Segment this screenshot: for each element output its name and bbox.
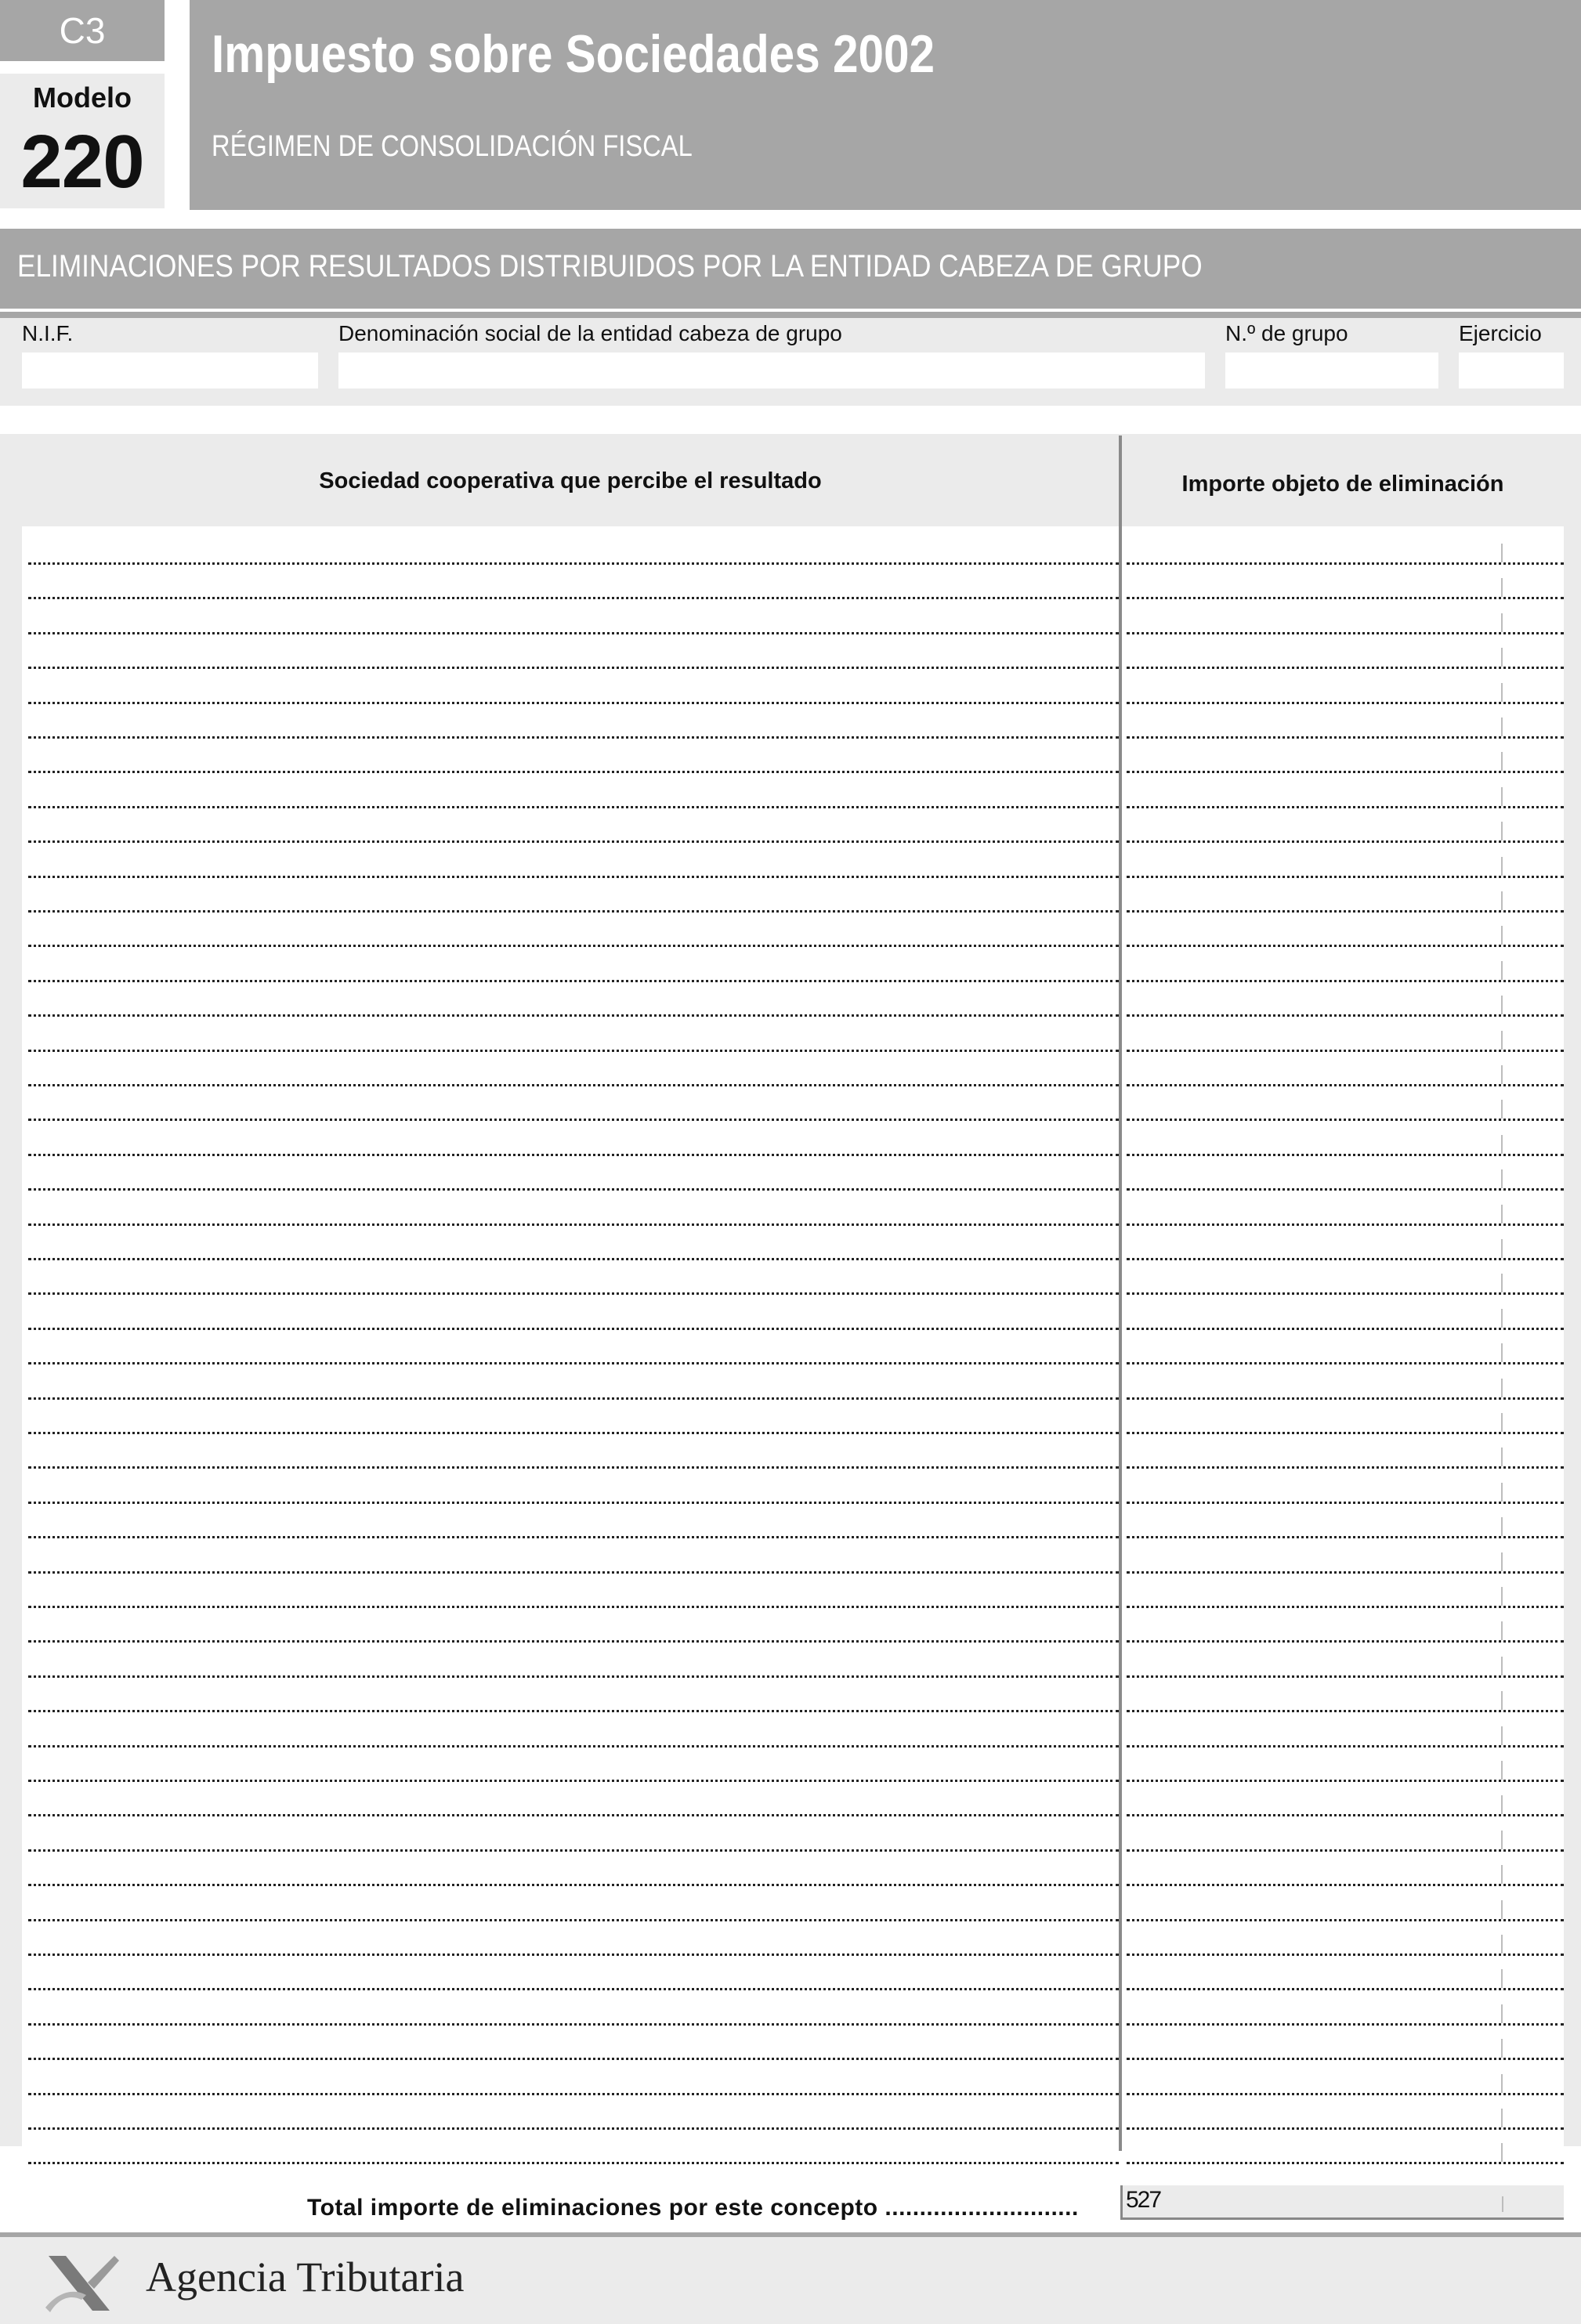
denominacion-label: Denominación social de la entidad cabeza de grupo	[338, 321, 842, 345]
ejercicio-field[interactable]	[1459, 352, 1564, 389]
sociedad-row-field[interactable]	[28, 1606, 1119, 1608]
sociedad-row-field[interactable]	[28, 1188, 1119, 1191]
decimal-tick	[1501, 1483, 1503, 1502]
importe-row-field[interactable]	[1127, 1223, 1564, 1226]
decimal-tick	[1501, 1343, 1503, 1362]
importe-row-field[interactable]	[1127, 1014, 1564, 1017]
sociedad-row-field[interactable]	[28, 1119, 1119, 1121]
sociedad-row-field[interactable]	[28, 736, 1119, 739]
decimal-tick	[1501, 996, 1503, 1014]
importe-row-field[interactable]	[1127, 771, 1564, 773]
sociedad-row-field[interactable]	[28, 1710, 1119, 1712]
col-header-sociedad: Sociedad cooperativa que percibe el resultado	[319, 468, 822, 493]
sociedad-row-field[interactable]	[28, 1780, 1119, 1782]
sociedad-row-field[interactable]	[28, 1362, 1119, 1364]
importe-row-field[interactable]	[1127, 1050, 1564, 1052]
sociedad-row-field[interactable]	[28, 1502, 1119, 1504]
modelo-number: 220	[20, 120, 144, 204]
importe-row-field[interactable]	[1127, 1640, 1564, 1643]
sociedad-row-field[interactable]	[28, 562, 1119, 565]
sociedad-row-field[interactable]	[28, 1154, 1119, 1156]
sociedad-row-field[interactable]	[28, 2058, 1119, 2060]
sociedad-row-field[interactable]	[28, 1919, 1119, 1921]
importe-row-field[interactable]	[1127, 2162, 1564, 2164]
sociedad-row-field[interactable]	[28, 1014, 1119, 1017]
decimal-tick	[1501, 1309, 1503, 1328]
decimal-tick	[1501, 1448, 1503, 1466]
sociedad-row-field[interactable]	[28, 1640, 1119, 1643]
decimal-tick	[1501, 683, 1503, 702]
ejercicio-label: Ejercicio	[1459, 321, 1542, 345]
importe-row-field[interactable]	[1127, 1328, 1564, 1330]
sociedad-row-field[interactable]	[28, 1536, 1119, 1538]
sociedad-row-field[interactable]	[28, 1884, 1119, 1886]
decimal-tick	[1501, 1969, 1503, 1988]
decimal-tick	[1501, 1865, 1503, 1884]
decimal-tick	[1501, 857, 1503, 876]
importe-row-field[interactable]	[1127, 702, 1564, 704]
modelo-label: Modelo	[33, 81, 132, 114]
importe-row-field[interactable]	[1127, 806, 1564, 808]
total-field[interactable]	[1120, 2185, 1564, 2220]
section-rule	[0, 312, 1581, 318]
sociedad-row-field[interactable]	[28, 597, 1119, 599]
decimal-tick	[1501, 1239, 1503, 1258]
section-title: ELIMINACIONES POR RESULTADOS DISTRIBUIDOS POR LA ENTIDAD CABEZA DE GRUPO	[17, 249, 1203, 284]
importe-row-field[interactable]	[1127, 2023, 1564, 2026]
sociedad-row-field[interactable]	[28, 2093, 1119, 2095]
decimal-tick	[1501, 926, 1503, 945]
modelo-box	[0, 74, 165, 208]
total-box-code: 527	[1126, 2187, 1161, 2213]
importe-row-field[interactable]	[1127, 1432, 1564, 1434]
decimal-tick	[1501, 1413, 1503, 1432]
importe-row-field[interactable]	[1127, 1571, 1564, 1574]
decimal-tick	[1501, 787, 1503, 806]
decimal-tick	[1501, 1621, 1503, 1640]
decimal-tick	[1501, 1031, 1503, 1050]
sociedad-row-field[interactable]	[28, 2023, 1119, 2026]
sociedad-row-field[interactable]	[28, 2162, 1119, 2164]
importe-row-field[interactable]	[1127, 840, 1564, 843]
sociedad-row-field[interactable]	[28, 945, 1119, 947]
denominacion-field[interactable]	[338, 352, 1205, 389]
decimal-tick	[1501, 578, 1503, 597]
decimal-tick	[1501, 1169, 1503, 1188]
importe-row-field[interactable]	[1127, 667, 1564, 669]
sociedad-row-field[interactable]	[28, 1084, 1119, 1086]
decimal-tick	[1501, 822, 1503, 840]
agency-name: Agencia Tributaria	[146, 2254, 465, 2301]
importe-row-field[interactable]	[1127, 910, 1564, 913]
sociedad-row-field[interactable]	[28, 1954, 1119, 1956]
decimal-tick	[1501, 2004, 1503, 2023]
importe-row-field[interactable]	[1127, 736, 1564, 739]
importe-row-field[interactable]	[1127, 1536, 1564, 1538]
decimal-tick	[1501, 752, 1503, 771]
form-page-code: C3	[0, 0, 165, 61]
sociedad-row-field[interactable]	[28, 1988, 1119, 1990]
importe-row-field[interactable]	[1127, 2058, 1564, 2060]
sociedad-row-field[interactable]	[28, 840, 1119, 843]
sociedad-row-field[interactable]	[28, 876, 1119, 878]
total-label: Total importe de eliminaciones por este concepto ............................	[307, 2195, 1079, 2221]
importe-row-field[interactable]	[1127, 2093, 1564, 2095]
sociedad-row-field[interactable]	[28, 1432, 1119, 1434]
sociedad-column	[22, 526, 1119, 2148]
sociedad-row-field[interactable]	[28, 2127, 1119, 2130]
sociedad-row-field[interactable]	[28, 1258, 1119, 1260]
decimal-tick	[1501, 2039, 1503, 2058]
column-divider	[1119, 436, 1122, 2151]
sociedad-row-field[interactable]	[28, 1571, 1119, 1574]
decimal-tick	[1501, 2074, 1503, 2093]
importe-row-field[interactable]	[1127, 562, 1564, 565]
importe-column	[1122, 526, 1564, 2148]
col-header-importe: Importe objeto de eliminación	[1181, 472, 1504, 497]
importe-row-field[interactable]	[1127, 1675, 1564, 1678]
importe-row-field[interactable]	[1127, 1466, 1564, 1469]
sociedad-row-field[interactable]	[28, 1397, 1119, 1400]
sociedad-row-field[interactable]	[28, 1745, 1119, 1748]
importe-row-field[interactable]	[1127, 1292, 1564, 1295]
importe-row-field[interactable]	[1127, 2127, 1564, 2130]
decimal-tick	[1501, 1795, 1503, 1814]
importe-row-field[interactable]	[1127, 1397, 1564, 1400]
decimal-tick	[1501, 648, 1503, 667]
sociedad-row-field[interactable]	[28, 1292, 1119, 1295]
sociedad-row-field[interactable]	[28, 667, 1119, 669]
importe-row-field[interactable]	[1127, 1606, 1564, 1608]
grupo-field[interactable]	[1225, 352, 1438, 389]
importe-row-field[interactable]	[1127, 1258, 1564, 1260]
importe-row-field[interactable]	[1127, 1849, 1564, 1852]
importe-row-field[interactable]	[1127, 1119, 1564, 1121]
sociedad-row-field[interactable]	[28, 806, 1119, 808]
decimal-tick	[1501, 1657, 1503, 1675]
nif-label: N.I.F.	[22, 321, 74, 345]
sociedad-row-field[interactable]	[28, 1849, 1119, 1852]
decimal-tick	[1501, 1205, 1503, 1223]
importe-row-field[interactable]	[1127, 1780, 1564, 1782]
importe-row-field[interactable]	[1127, 632, 1564, 634]
decimal-tick	[1501, 2143, 1503, 2162]
nif-field[interactable]	[22, 352, 318, 389]
decimal-tick	[1501, 1831, 1503, 1849]
decimal-tick	[1501, 2109, 1503, 2127]
decimal-tick	[1501, 1135, 1503, 1154]
form-subtitle: RÉGIMEN DE CONSOLIDACIÓN FISCAL	[212, 130, 693, 163]
importe-row-field[interactable]	[1127, 1988, 1564, 1990]
decimal-tick	[1502, 2196, 1503, 2212]
sociedad-row-field[interactable]	[28, 632, 1119, 634]
decimal-tick	[1501, 1935, 1503, 1954]
decimal-tick	[1501, 1726, 1503, 1745]
importe-row-field[interactable]	[1127, 1502, 1564, 1504]
importe-row-field[interactable]	[1127, 876, 1564, 878]
importe-row-field[interactable]	[1127, 1084, 1564, 1086]
importe-row-field[interactable]	[1127, 1188, 1564, 1191]
sociedad-row-field[interactable]	[28, 980, 1119, 982]
decimal-tick	[1501, 1100, 1503, 1119]
sociedad-row-field[interactable]	[28, 1050, 1119, 1052]
decimal-tick	[1501, 1691, 1503, 1710]
importe-row-field[interactable]	[1127, 1362, 1564, 1364]
decimal-tick	[1501, 891, 1503, 910]
importe-row-field[interactable]	[1127, 1745, 1564, 1748]
sociedad-row-field[interactable]	[28, 1814, 1119, 1816]
decimal-tick	[1501, 1587, 1503, 1606]
sociedad-row-field[interactable]	[28, 1466, 1119, 1469]
decimal-tick	[1501, 1761, 1503, 1780]
importe-row-field[interactable]	[1127, 1814, 1564, 1816]
importe-row-field[interactable]	[1127, 1884, 1564, 1886]
importe-row-field[interactable]	[1127, 945, 1564, 947]
importe-row-field[interactable]	[1127, 1710, 1564, 1712]
decimal-tick	[1501, 544, 1503, 562]
decimal-tick	[1501, 1552, 1503, 1571]
decimal-tick	[1501, 613, 1503, 632]
importe-row-field[interactable]	[1127, 597, 1564, 599]
decimal-tick	[1501, 1900, 1503, 1919]
sociedad-row-field[interactable]	[28, 1328, 1119, 1330]
decimal-tick	[1501, 717, 1503, 736]
decimal-tick	[1501, 1379, 1503, 1397]
form-title: Impuesto sobre Sociedades 2002	[212, 24, 935, 84]
decimal-tick	[1501, 1065, 1503, 1084]
decimal-tick	[1501, 1517, 1503, 1536]
decimal-tick	[1501, 961, 1503, 980]
section-banner	[0, 229, 1581, 309]
sociedad-row-field[interactable]	[28, 910, 1119, 913]
importe-row-field[interactable]	[1127, 1919, 1564, 1921]
grupo-label: N.º de grupo	[1225, 321, 1348, 345]
importe-row-field[interactable]	[1127, 1154, 1564, 1156]
sociedad-row-field[interactable]	[28, 1675, 1119, 1678]
agencia-tributaria-logo-icon	[44, 2251, 119, 2315]
title-banner	[190, 0, 1581, 210]
importe-row-field[interactable]	[1127, 980, 1564, 982]
importe-row-field[interactable]	[1127, 1954, 1564, 1956]
sociedad-row-field[interactable]	[28, 1223, 1119, 1226]
sociedad-row-field[interactable]	[28, 771, 1119, 773]
decimal-tick	[1501, 1274, 1503, 1292]
sociedad-row-field[interactable]	[28, 702, 1119, 704]
